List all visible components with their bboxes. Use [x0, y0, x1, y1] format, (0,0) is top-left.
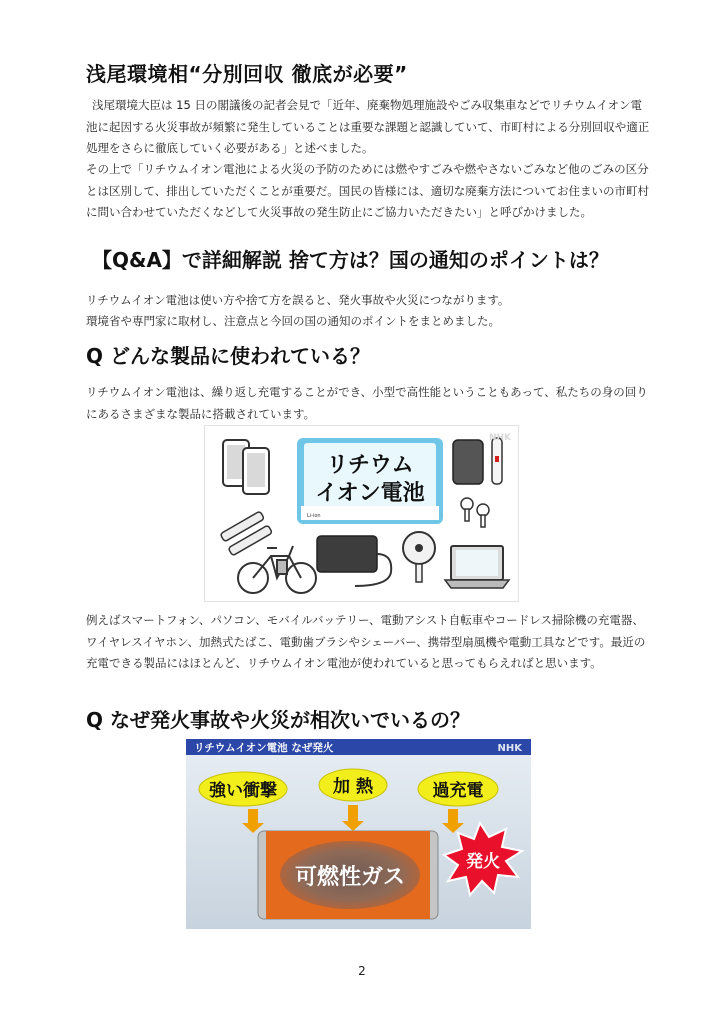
svg-text:過充電: 過充電	[432, 781, 484, 801]
question-1-heading: Q どんな製品に使われている？	[86, 344, 370, 368]
battery-label-line-2: イオン電池	[315, 481, 425, 506]
battery-tag: Li-ion	[307, 513, 321, 519]
wireless-earphones-icon	[461, 498, 489, 527]
flammable-gas-label: 可燃性ガス	[294, 865, 406, 890]
question-2-heading: Q なぜ発火事故や火災が相次いでいるの？	[86, 708, 470, 732]
mobile-battery-icon	[317, 536, 391, 586]
cause-impact-bubble	[199, 772, 287, 806]
electric-bicycle-icon	[238, 546, 316, 593]
diagram-caption: リチウムイオン電池 なぜ発火	[194, 742, 334, 754]
svg-text:加 熱: 加 熱	[333, 777, 373, 797]
section-body-1: リチウムイオン電池は使い方や捨て方を誤ると、発火事故や火災につながります。	[86, 293, 510, 307]
question-1-body: リチウムイオン電池は、繰り返し充電することができ、小型で高性能ということもあって、私たちの身の回りにあるさまざまな製品に搭載されています。	[86, 385, 648, 421]
svg-text:強い衝撃: 強い衝撃	[209, 781, 277, 801]
battery-body	[258, 831, 438, 919]
electric-toothbrush-icon	[492, 438, 502, 484]
watermark-nhk-2: NHK	[497, 743, 522, 754]
cause-overcharge-bubble	[418, 772, 498, 806]
section-body-2: 環境省や専門家に取材し、注意点と今回の国の通知のポイントをまとめました。	[86, 314, 500, 328]
products-illustration-svg	[205, 426, 518, 601]
fire-cause-diagram-svg	[186, 739, 531, 929]
products-illustration	[204, 425, 519, 602]
section-heading: 【Q&A】で詳細解説 捨て方は？国の通知のポイントは？	[92, 248, 609, 272]
watermark-nhk-1: NHK	[488, 433, 511, 443]
intro-paragraph-1: 浅尾環境大臣は 15 日の閣議後の記者会見で「近年、廃棄物処理施設やごみ収集車などでリチウムイオン電池に起因する火災事故が頻繁に発生していることは重要な課題と認識していて、市町村による分別回収や適正処理をさらに徹底していく必要がある」と述べました。	[86, 98, 650, 155]
fire-cause-diagram	[186, 739, 531, 929]
smartphone-icon	[223, 440, 269, 494]
ignition-label: 発火	[466, 852, 500, 872]
page-title: 浅尾環境相“分別回収 徹底が必要”	[86, 62, 408, 86]
lithium-ion-battery-label	[297, 438, 443, 524]
battery-label-line-1: リチウム	[326, 453, 414, 478]
intro-paragraph-2: その上で「リチウムイオン電池による火災の予防のためには燃やすごみや燃やさないごみなど他のごみの区分とは区別して、排出していただくことが重要だ。国民の皆様には、適切な廃棄方法についてお住まいの市町村に問い合わせていただくなどして火災事故の発生防止にご協力いただきたい」と呼びかけました。	[86, 162, 650, 219]
page-number: 2	[358, 964, 366, 978]
laptop-icon	[445, 546, 509, 588]
shaver-icon	[453, 440, 483, 484]
heated-tobacco-icon	[220, 511, 272, 556]
portable-fan-icon	[403, 532, 435, 582]
cause-heat-bubble	[319, 769, 387, 801]
question-1-body-2: 例えばスマートフォン、パソコン、モバイルバッテリー、電動アシスト自転車やコードレス掃除機の充電器、ワイヤレスイヤホン、加熱式たばこ、電動歯ブラシやシェーバー、携帯型扇風機や電動工具などです。最近の充電できる製品にはほとんど、リチウムイオン電池が使われていると思ってもらえればと思います。	[86, 613, 646, 670]
